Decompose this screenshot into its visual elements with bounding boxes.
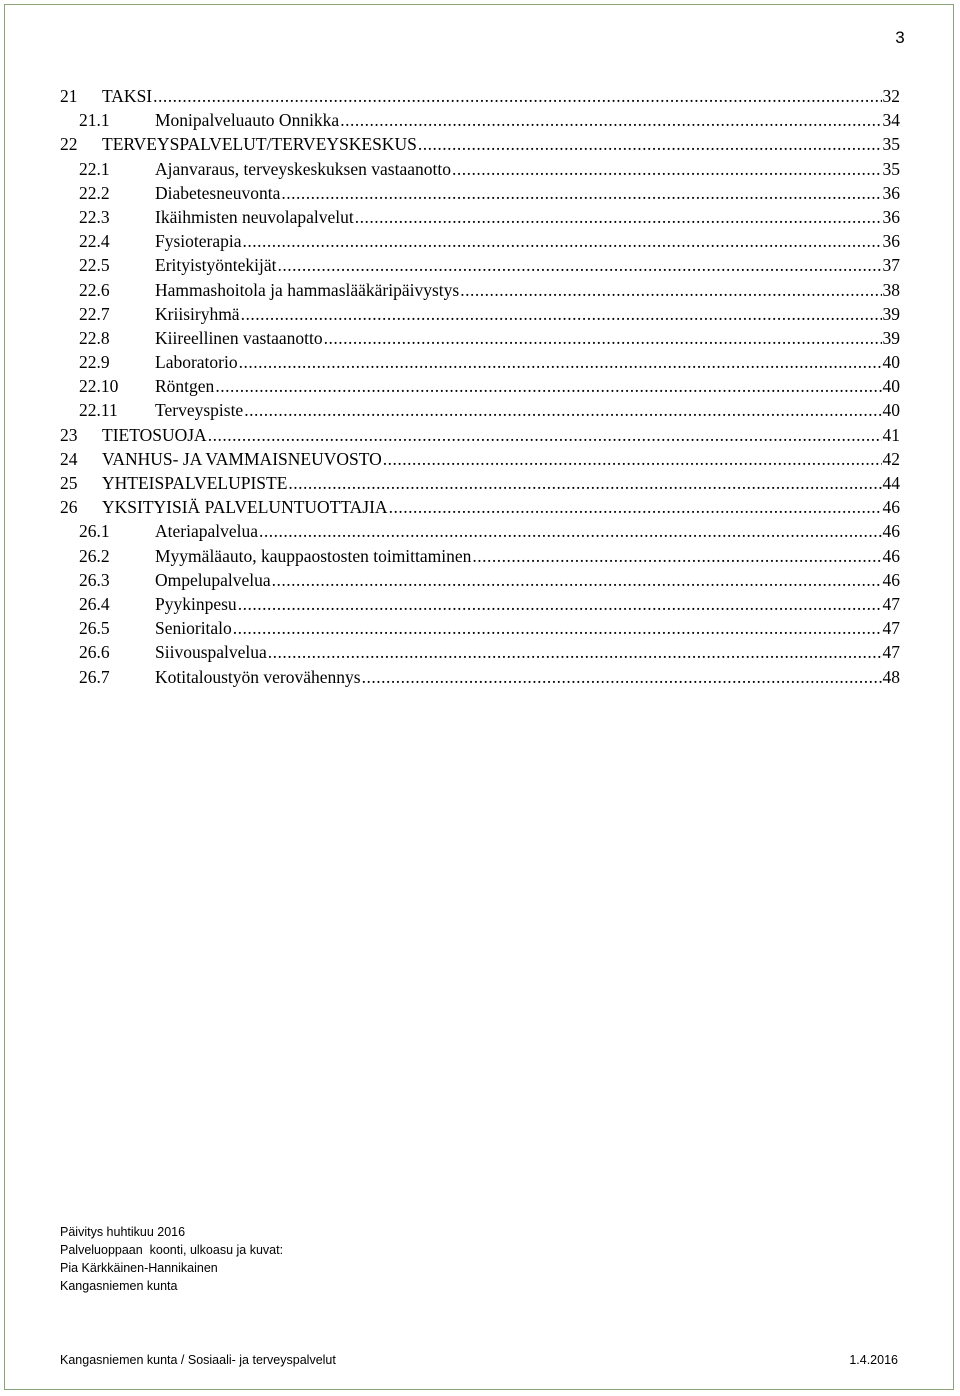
toc-leader-dots bbox=[259, 519, 881, 543]
toc-entry-number: 26.7 bbox=[79, 666, 110, 687]
toc-entry-page: 35 bbox=[882, 134, 900, 155]
toc-entry[interactable] bbox=[60, 157, 900, 181]
toc-entry-title: Ateriapalvelua bbox=[155, 521, 259, 542]
toc-leader-dots bbox=[243, 229, 882, 253]
toc-entry-page: 40 bbox=[882, 352, 900, 373]
toc-entry-title: Monipalveluauto Onnikka bbox=[155, 110, 340, 131]
toc-entry-number: 22.11 bbox=[79, 400, 118, 421]
toc-leader-dots bbox=[153, 84, 881, 108]
toc-entry-title: VANHUS- JA VAMMAISNEUVOSTO bbox=[102, 448, 382, 469]
toc-entry-number: 22 bbox=[60, 134, 78, 155]
toc-entry-title: YKSITYISIÄ PALVELUNTUOTTAJIA bbox=[102, 497, 388, 518]
toc-entry-title: YHTEISPALVELUPISTE bbox=[102, 473, 288, 493]
toc-entry-number: 24 bbox=[60, 448, 78, 469]
toc-leader-dots bbox=[238, 592, 882, 616]
toc-entry-page: 41 bbox=[882, 424, 900, 445]
credits-line: Päivitys huhtikuu 2016 bbox=[60, 1225, 186, 1239]
toc-entry[interactable] bbox=[60, 616, 900, 640]
toc-entry[interactable] bbox=[60, 495, 900, 519]
toc-entry-page: 36 bbox=[882, 206, 900, 227]
toc-entry-title: Myymäläauto, kauppaostosten toimittaminen bbox=[155, 545, 472, 566]
toc-entry[interactable] bbox=[60, 374, 900, 398]
toc-entry-page: 36 bbox=[882, 182, 900, 203]
toc-entry-page: 38 bbox=[882, 279, 900, 300]
toc-leader-dots bbox=[208, 423, 882, 447]
toc-entry[interactable] bbox=[60, 350, 900, 374]
table-of-contents bbox=[60, 84, 900, 689]
toc-entry-title: Fysioterapia bbox=[155, 231, 242, 252]
toc-entry-title: Senioritalo bbox=[155, 618, 232, 639]
toc-entry-title: Pyykinpesu bbox=[155, 593, 237, 614]
toc-entry-page: 40 bbox=[882, 400, 900, 421]
toc-entry-number: 22.4 bbox=[79, 231, 110, 252]
toc-entry-title: TIETOSUOJA bbox=[102, 424, 207, 445]
toc-entry[interactable] bbox=[60, 132, 900, 156]
toc-entry-page: 47 bbox=[882, 618, 900, 639]
toc-entry-number: 25 bbox=[60, 473, 78, 493]
toc-entry-number: 26.2 bbox=[79, 545, 110, 566]
footer-organization: Kangasniemen kunta / Sosiaali- ja terveyspalvelut bbox=[60, 1353, 336, 1367]
toc-entry[interactable] bbox=[60, 592, 900, 616]
toc-entry-page: 34 bbox=[882, 110, 900, 131]
toc-entry-page: 32 bbox=[882, 86, 900, 106]
toc-entry-page: 40 bbox=[882, 376, 900, 397]
toc-entry-page: 39 bbox=[882, 303, 900, 324]
toc-entry[interactable] bbox=[60, 665, 900, 689]
credits-line: Pia Kärkkäinen-Hannikainen bbox=[60, 1261, 218, 1275]
toc-entry[interactable] bbox=[60, 423, 900, 447]
toc-entry[interactable] bbox=[60, 568, 900, 592]
toc-entry-title: Kiireellinen vastaanotto bbox=[155, 327, 323, 348]
toc-entry[interactable] bbox=[60, 640, 900, 664]
toc-leader-dots bbox=[418, 132, 882, 156]
toc-leader-dots bbox=[215, 374, 881, 398]
toc-entry-title: Ajanvaraus, terveyskeskuksen vastaanotto bbox=[155, 158, 451, 179]
toc-entry[interactable] bbox=[60, 84, 900, 108]
toc-entry-page: 39 bbox=[882, 327, 900, 348]
toc-entry-title: Erityistyöntekijät bbox=[155, 255, 277, 276]
toc-entry-page: 46 bbox=[882, 569, 900, 590]
toc-leader-dots bbox=[241, 302, 882, 326]
toc-entry-title: Siivouspalvelua bbox=[155, 642, 267, 663]
toc-entry-number: 21.1 bbox=[79, 110, 110, 131]
toc-entry-title: Ikäihmisten neuvolapalvelut bbox=[155, 206, 354, 227]
toc-leader-dots bbox=[355, 205, 882, 229]
toc-entry[interactable] bbox=[60, 544, 900, 568]
toc-leader-dots bbox=[268, 640, 882, 664]
toc-entry-title: Röntgen bbox=[155, 376, 215, 397]
toc-entry-title: Hammashoitola ja hammaslääkäripäivystys bbox=[155, 279, 460, 300]
toc-leader-dots bbox=[244, 398, 881, 422]
toc-entry-page: 47 bbox=[882, 593, 900, 614]
toc-entry-number: 22.7 bbox=[79, 303, 110, 324]
toc-leader-dots bbox=[281, 181, 881, 205]
toc-entry-page: 48 bbox=[882, 666, 900, 687]
toc-leader-dots bbox=[278, 253, 882, 277]
toc-entry[interactable] bbox=[60, 302, 900, 326]
toc-leader-dots bbox=[389, 495, 882, 519]
toc-entry-page: 42 bbox=[882, 448, 900, 469]
toc-leader-dots bbox=[272, 568, 882, 592]
toc-leader-dots bbox=[460, 278, 881, 302]
toc-entry-number: 23 bbox=[60, 424, 78, 445]
toc-entry[interactable] bbox=[60, 398, 900, 422]
credits-line: Palveluoppaan koonti, ulkoasu ja kuvat: bbox=[60, 1243, 284, 1257]
toc-entry-title: Kriisiryhmä bbox=[155, 303, 240, 324]
toc-entry-number: 22.1 bbox=[79, 158, 110, 179]
toc-leader-dots bbox=[383, 447, 882, 471]
toc-leader-dots bbox=[452, 157, 882, 181]
toc-entry-number: 22.2 bbox=[79, 182, 110, 203]
toc-entry-number: 22.9 bbox=[79, 352, 110, 373]
toc-entry-title: Terveyspiste bbox=[155, 400, 244, 421]
toc-entry[interactable] bbox=[60, 471, 900, 495]
page-number: 3 bbox=[895, 28, 905, 47]
toc-entry[interactable] bbox=[60, 278, 900, 302]
toc-entry-page: 46 bbox=[882, 521, 900, 542]
toc-entry-number: 26.4 bbox=[79, 593, 110, 614]
toc-leader-dots bbox=[324, 326, 882, 350]
credits-line: Kangasniemen kunta bbox=[60, 1279, 178, 1293]
toc-entry-page: 47 bbox=[882, 642, 900, 663]
toc-entry-number: 26 bbox=[60, 497, 78, 518]
toc-entry-number: 22.8 bbox=[79, 327, 110, 348]
toc-leader-dots bbox=[233, 616, 882, 640]
toc-entry-number: 22.5 bbox=[79, 255, 110, 276]
toc-entry-page: 46 bbox=[882, 545, 900, 566]
toc-leader-dots bbox=[340, 108, 881, 132]
toc-entry[interactable] bbox=[60, 519, 900, 543]
toc-entry-page: 46 bbox=[882, 497, 900, 518]
toc-entry-page: 35 bbox=[882, 158, 900, 179]
toc-entry-number: 26.6 bbox=[79, 642, 110, 663]
credits-block bbox=[60, 1223, 283, 1295]
toc-entry-number: 21 bbox=[60, 86, 78, 106]
toc-leader-dots bbox=[362, 665, 882, 689]
toc-entry-title: Ompelupalvelua bbox=[155, 569, 271, 590]
toc-entry[interactable] bbox=[60, 253, 900, 277]
toc-entry[interactable] bbox=[60, 181, 900, 205]
toc-entry-title: Diabetesneuvonta bbox=[155, 182, 281, 203]
toc-entry-title: Kotitaloustyön verovähennys bbox=[155, 666, 361, 687]
toc-leader-dots bbox=[288, 471, 881, 495]
toc-entry-number: 22.10 bbox=[79, 376, 119, 397]
toc-entry-number: 26.3 bbox=[79, 569, 110, 590]
toc-entry-title: TAKSI bbox=[102, 86, 153, 106]
toc-entry-number: 26.1 bbox=[79, 521, 110, 542]
toc-entry[interactable] bbox=[60, 205, 900, 229]
toc-entry-number: 26.5 bbox=[79, 618, 110, 639]
toc-entry-title: Laboratorio bbox=[155, 352, 238, 373]
toc-leader-dots bbox=[472, 544, 881, 568]
toc-entry[interactable] bbox=[60, 326, 900, 350]
toc-entry-page: 36 bbox=[882, 231, 900, 252]
footer-date: 1.4.2016 bbox=[849, 1353, 898, 1367]
toc-entry-title: TERVEYSPALVELUT/TERVEYSKESKUS bbox=[102, 134, 417, 155]
toc-entry[interactable] bbox=[60, 447, 900, 471]
toc-entry-page: 44 bbox=[882, 473, 900, 493]
toc-entry[interactable] bbox=[60, 108, 900, 132]
toc-entry[interactable] bbox=[60, 229, 900, 253]
toc-entry-number: 22.3 bbox=[79, 206, 110, 227]
toc-entry-number: 22.6 bbox=[79, 279, 110, 300]
toc-leader-dots bbox=[239, 350, 882, 374]
toc-entry-page: 37 bbox=[882, 255, 900, 276]
